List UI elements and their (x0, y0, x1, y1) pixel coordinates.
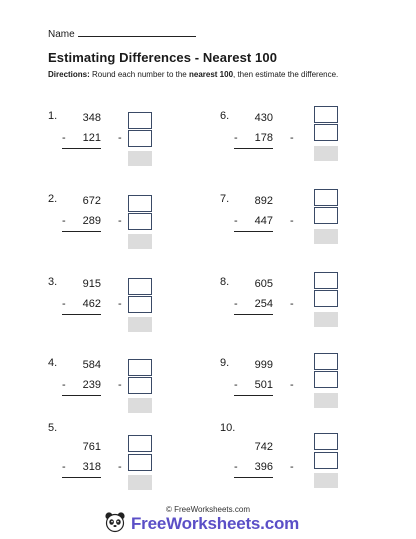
estimate-minus-sign: - (118, 215, 122, 227)
estimate-minus-sign: - (118, 461, 122, 473)
bottom-number: 501 (254, 379, 273, 391)
top-number: 915 (82, 278, 101, 290)
minus-sign: - (234, 215, 238, 227)
copyright-text: © FreeWorksheets.com (166, 505, 250, 514)
rounded-top-box[interactable] (128, 435, 152, 452)
top-number: 999 (254, 359, 273, 371)
top-number: 761 (82, 441, 101, 453)
bottom-number: 121 (82, 132, 101, 144)
subtrahend-row (234, 132, 273, 149)
problem-number: 8. (220, 276, 230, 288)
estimate-answer-box[interactable] (314, 229, 338, 244)
problem-1 (48, 110, 188, 180)
problem-6 (220, 110, 360, 180)
estimate-answer-box[interactable] (314, 473, 338, 488)
rounded-top-box[interactable] (314, 189, 338, 206)
problem-number: 3. (48, 276, 58, 288)
problem-2 (48, 193, 188, 263)
problem-number: 2. (48, 193, 58, 205)
rounded-top-box[interactable] (128, 359, 152, 376)
problem-4 (48, 357, 188, 427)
rounded-bottom-box[interactable] (314, 124, 338, 141)
estimate-answer-box[interactable] (314, 146, 338, 161)
directions-text-pre: Round each number to the (89, 70, 189, 79)
directions (48, 70, 338, 79)
top-number: 892 (254, 195, 273, 207)
estimate-answer-box[interactable] (314, 312, 338, 327)
estimate-answer-box[interactable] (128, 234, 152, 249)
subtrahend-row (62, 132, 101, 149)
estimate-minus-sign: - (118, 298, 122, 310)
problem-number: 4. (48, 357, 58, 369)
name-label: Name (48, 29, 75, 40)
subtrahend-row (62, 461, 101, 478)
minus-sign: - (62, 132, 66, 144)
subtrahend-row (234, 461, 273, 478)
problem-number: 9. (220, 357, 230, 369)
minus-sign: - (234, 461, 238, 473)
estimate-answer-box[interactable] (128, 398, 152, 413)
estimate-minus-sign: - (290, 461, 294, 473)
subtrahend-row (234, 379, 273, 396)
top-number: 584 (82, 359, 101, 371)
bottom-number: 396 (254, 461, 273, 473)
rounded-top-box[interactable] (314, 106, 338, 123)
bottom-number: 462 (82, 298, 101, 310)
estimate-answer-box[interactable] (128, 475, 152, 490)
top-number: 605 (254, 278, 273, 290)
rounded-top-box[interactable] (128, 112, 152, 129)
name-field-row (48, 27, 196, 40)
problem-number: 6. (220, 110, 230, 122)
rounded-bottom-box[interactable] (314, 452, 338, 469)
estimate-minus-sign: - (290, 379, 294, 391)
problem-8 (220, 276, 360, 346)
problem-number: 7. (220, 193, 230, 205)
minus-sign: - (234, 298, 238, 310)
directions-text-bold: nearest 100 (188, 70, 234, 79)
estimate-minus-sign: - (118, 132, 122, 144)
directions-text-post: , then estimate the difference. (233, 70, 339, 79)
estimate-minus-sign: - (290, 132, 294, 144)
bottom-number: 254 (254, 298, 273, 310)
top-number: 742 (254, 441, 273, 453)
worksheet-title: Estimating Differences - Nearest 100 (48, 50, 278, 65)
top-number: 430 (254, 112, 273, 124)
rounded-top-box[interactable] (314, 353, 338, 370)
rounded-bottom-box[interactable] (128, 377, 152, 394)
problem-number: 1. (48, 110, 58, 122)
rounded-bottom-box[interactable] (128, 454, 152, 471)
logo-text: FreeWorksheets.com (131, 514, 300, 533)
bottom-number: 447 (254, 215, 273, 227)
problem-number: 5. (48, 422, 58, 434)
minus-sign: - (62, 298, 66, 310)
minus-sign: - (234, 132, 238, 144)
rounded-top-box[interactable] (314, 433, 338, 450)
panda-icon (104, 511, 126, 538)
rounded-top-box[interactable] (314, 272, 338, 289)
freeworksheets-logo[interactable] (104, 513, 299, 535)
bottom-number: 239 (82, 379, 101, 391)
bottom-number: 318 (82, 461, 101, 473)
rounded-bottom-box[interactable] (314, 371, 338, 388)
estimate-answer-box[interactable] (128, 317, 152, 332)
problem-5 (48, 422, 188, 492)
problem-number: 10. (220, 422, 236, 434)
subtrahend-row (62, 298, 101, 315)
subtrahend-row (234, 298, 273, 315)
directions-label: Directions: (48, 70, 90, 79)
estimate-minus-sign: - (290, 298, 294, 310)
minus-sign: - (62, 461, 66, 473)
rounded-bottom-box[interactable] (314, 290, 338, 307)
rounded-bottom-box[interactable] (128, 130, 152, 147)
rounded-bottom-box[interactable] (314, 207, 338, 224)
top-number: 348 (82, 112, 101, 124)
rounded-bottom-box[interactable] (128, 296, 152, 313)
problem-7 (220, 193, 360, 263)
problem-3 (48, 276, 188, 346)
problem-9 (220, 357, 360, 427)
top-number: 672 (82, 195, 101, 207)
rounded-top-box[interactable] (128, 278, 152, 295)
bottom-number: 289 (82, 215, 101, 227)
subtrahend-row (62, 215, 101, 232)
minus-sign: - (62, 379, 66, 391)
estimate-answer-box[interactable] (314, 393, 338, 408)
estimate-minus-sign: - (118, 379, 122, 391)
minus-sign: - (62, 215, 66, 227)
minus-sign: - (234, 379, 238, 391)
rounded-bottom-box[interactable] (128, 213, 152, 230)
bottom-number: 178 (254, 132, 273, 144)
subtrahend-row (234, 215, 273, 232)
problem-10 (220, 422, 360, 492)
estimate-answer-box[interactable] (128, 151, 152, 166)
name-line[interactable] (78, 27, 196, 37)
estimate-minus-sign: - (290, 215, 294, 227)
subtrahend-row (62, 379, 101, 396)
rounded-top-box[interactable] (128, 195, 152, 212)
